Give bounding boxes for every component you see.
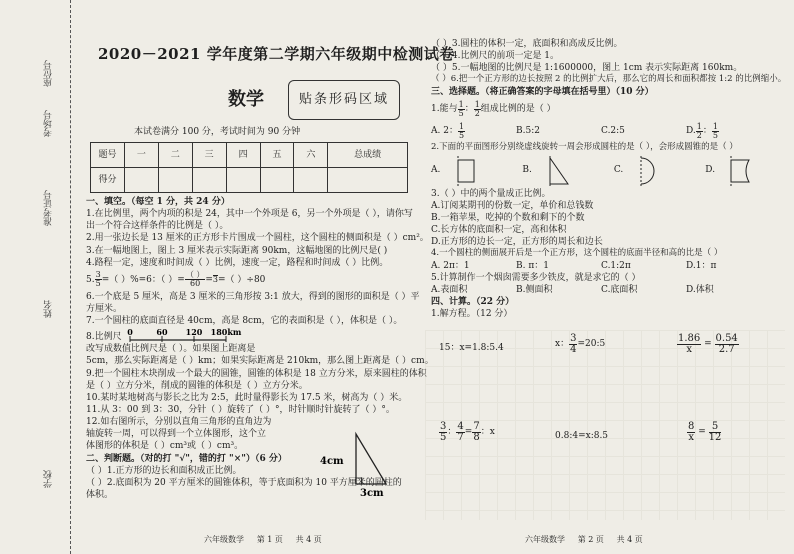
choice-q1-options: A. 2： $\frac{1}{5}$ B.5:2 C.2:5 D. $\frac{1}{2}$ ： $\frac{1}{5}$ [431,121,718,140]
equation-5: 0.8:4=x:8.5 [555,431,609,441]
score-cell: 总成绩 [328,143,408,168]
shape-concave-option [721,156,761,186]
question-line-5: 5. $\frac{3}{5}$ =（ ）%=6：（ ）= $\frac{( )}{60}$ = 3 =（ ）÷80 [86,270,266,289]
judge-item: （ ）5.一幅地图的比例尺是 1:1600000，图上 1cm 表示实际距离 160km。 [431,63,743,74]
question-line: 5cm，那么实际距离是（ ）km；如果实际距离是 210km，那么图上距离是（ ）cm。 [86,356,434,367]
fraction: $\frac{3}{5}$ [95,270,101,289]
score-cell: 五 [260,143,294,168]
question-line: 6.一个底是 5 厘米，高是 3 厘米的三角形按 3:1 放大，得到的图形的面积是（ ）平 [86,291,420,302]
page-footer: 六年级数学 第 1 页 共 4 页 [204,535,322,545]
section-heading: 二、判断题。（对的打 "√"，错的打 "×"）（6 分） [86,453,287,464]
shape-semicircle-option [629,156,669,186]
score-cell: 题号 [91,143,125,168]
shape-triangle-option [538,156,578,186]
question-line-8: 8.比例尺 0 60 120 180km [86,327,241,343]
choice-q3-option: B.一箱苹果，吃掉的个数和剩下的个数 [431,212,585,223]
right-column [425,0,785,554]
judge-item: （ ）4.比例尺的前项一定是 1。 [431,51,560,62]
choice-q3-stem: 3.（ ）中的两个量成正比例。 [431,188,551,199]
fraction: 3 [212,275,218,285]
score-table-score-row [91,168,408,193]
fraction: $\frac{1}{2}$ [474,99,480,118]
scale-tick: 180km [210,327,241,338]
question-line: 体图形的体积是（ ）cm³或（ ）cm³。 [86,441,244,452]
judge-item: （ ）3.圆柱的体积一定，底面积和高成反比例。 [431,39,623,49]
question-line: 轴旋转一周，可以得到一个立体图形，这个立 [86,429,267,440]
equation-6: $\frac{8}{x}$ = $\frac{5}{12}$ [688,421,722,443]
binding-margin [0,0,71,554]
question-line: 改写成数值比例尺是（ ）。如果图上距离是 [86,344,256,355]
left-column [78,0,455,554]
score-input-cell[interactable] [124,168,158,193]
score-input-cell[interactable] [226,168,260,193]
choice-q5-options: A.表面积 B.侧面积 C.底面积 D.体积 [431,284,714,295]
triangle-base-label: 3cm [360,488,384,499]
score-cell: 六 [294,143,328,168]
score-input-cell[interactable] [328,168,408,193]
judge-item: （ ）6.把一个正方形的边长按照 2 的比例扩大后，那么它的周长和面积都按 1:2 的比例缩小。 [431,74,787,85]
scale-tick: 120 [185,327,202,338]
section-heading: 三、选择题。（将正确答案的字母填在括号里）（10 分） [431,86,654,97]
scale-bar [126,327,241,343]
score-cell: 一 [124,143,158,168]
score-table [90,142,408,193]
binding-label-name: 姓名 [44,300,54,318]
question-line: 3.在一幅地图上，图上 3 厘米表示实际距离 90km，这幅地图的比例尺是( ) [86,245,388,256]
question-line: 10.某时某地树高与影长之比为 2:5，此时量得影长为 17.5 米，树高为（ ）米。 [86,392,408,403]
right-triangle-figure [316,428,396,498]
question-line: 是（ ）立方分米，削成的圆锥的体积是（ ）立方分米。 [86,380,308,391]
question-line: 1.在比例里，两个内项的积是 24，其中一个外项是 6，另一个外项是（ ），请你写 [86,209,413,220]
choice-q2-shapes: A. B. C. D. [431,154,781,188]
binding-label-school: 学校 [44,470,54,488]
equation-4: $\frac{3}{5}$ ： $\frac{4}{7}$ = $\frac{7}{8}$ ：x [440,421,495,443]
judge-item: 体积。 [86,489,114,500]
question-line: 11.从 3：00 到 3：30，分针（ ）旋转了（ ）°，时针顺时针旋转了（ ）°。 [86,404,395,415]
equation-1: 15：x=1.8:5.4 [439,343,504,353]
judge-item: （ ）1.正方形的边长和面积成正比例。 [86,465,242,476]
question-line: 12.如右图所示，分别以直角三角形的直角边为 [86,417,272,428]
score-cell: 得分 [91,168,125,193]
exam-title: 2020－2021 学年度第二学期六年级期中检测试卷 [98,45,455,63]
choice-q3-option: A.订阅某期刊的份数一定，单价和总钱数 [431,200,594,211]
question-line: 4.路程一定，速度和时间成（ ）比例，速度一定，路程和时间成（ ）比例。 [86,257,389,268]
choice-q3-option: D.正方形的边长一定，正方形的周长和边长 [431,237,603,248]
score-input-cell[interactable] [260,168,294,193]
score-input-cell[interactable] [192,168,226,193]
question-line: 方厘米。 [86,303,123,314]
question-line: 7.一个圆柱的底面直径是 40cm，高是 8cm，它的表面积是（ ），体积是（ ）。 [86,316,403,327]
score-input-cell[interactable] [294,168,328,193]
question-line: 出一个符合这样条件的比例是（ ）。 [86,221,229,232]
score-table-header-row [91,143,408,168]
equation-2: x： $\frac{3}{4}$ =20:5 [555,333,606,355]
section-heading: 四、计算。（22 分） [431,297,515,308]
choice-q3-option: C.长方体的底面积一定，高和体积 [431,224,567,235]
choice-q4: 4.一个圆柱的侧面展开后是一个正方形，这个圆柱的底面半径和高的比是（ ） [431,248,723,259]
choice-q1: 1.能与 $\frac{1}{5}$ ： $\frac{1}{2}$ 组成比例的是（ ） [431,99,556,118]
fraction: $\frac{( )}{60}$ [185,270,205,289]
score-input-cell[interactable] [158,168,192,193]
score-note: 本试卷满分 100 分，考试时间为 90 分钟 [134,127,301,137]
choice-q5: 5.计算制作一个烟囱需要多少铁皮，就是求它的（ ） [431,272,641,283]
fraction: $\frac{1}{5}$ [458,99,464,118]
score-cell: 四 [226,143,260,168]
judge-continued [431,38,787,320]
page-footer: 六年级数学 第 2 页 共 4 页 [525,535,643,545]
section-heading: 一、填空。（每空 1 分，共 24 分） [86,197,230,207]
score-cell: 三 [192,143,226,168]
judge-item: （ ）2.底面积为 20 平方厘米的圆锥体积，等于底面积为 10 平方厘米的圆柱的 [86,477,402,488]
score-cell: 二 [158,143,192,168]
shape-rectangle-option [446,156,486,186]
binding-label-exam-number: 准考证号 [44,190,54,226]
equation-3: $\frac{1.86}{x}$ = $\frac{0.54}{2.7}$ [678,333,738,355]
binding-label-seat: 座位号 [44,60,54,87]
binding-label-room: 考场号 [44,110,54,137]
choice-q4-options: A. 2π：1 B. π：1 C.1:2π D.1：π [431,260,717,271]
question-line: 9.把一个圆柱木块削成一个最大的圆锥，圆锥的体积是 18 立方分米，原来圆柱的体积 [86,368,427,379]
triangle-side-label: 4cm [320,456,344,467]
subsection-heading: 1.解方程。（12 分） [431,309,513,320]
question-line: 2.用一张边长是 13 厘米的正方形卡片围成一个圆柱，这个圆柱的侧面积是（ ）cm²。 [86,233,429,244]
scale-tick: 60 [156,327,168,338]
subject-title: 数学 [228,89,264,110]
barcode-area: 贴条形码区域 [288,80,400,120]
choice-q2: 2.下面的平面图形分别绕虚线旋转一周会形成圆柱的是（ ），会形成圆锥的是（ ） [431,142,738,153]
scale-tick: 0 [126,327,133,338]
